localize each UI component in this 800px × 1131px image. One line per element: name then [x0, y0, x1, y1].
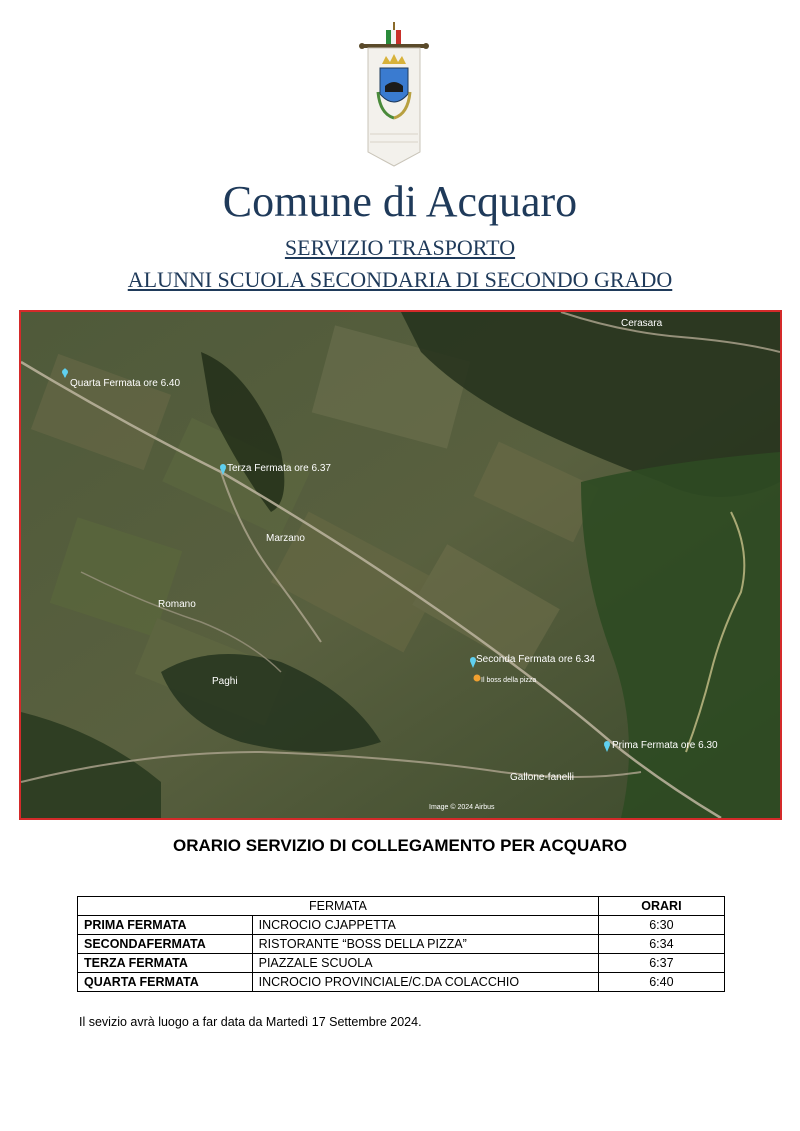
stop-name: SECONDAFERMATA [78, 935, 253, 954]
municipal-banner-emblem [358, 22, 430, 168]
restaurant-pin-icon [474, 675, 481, 682]
stop-time: 6:34 [598, 935, 724, 954]
stop-name: TERZA FERMATA [78, 954, 253, 973]
page-title: Comune di Acquaro [222, 177, 578, 226]
col-orari-header: ORARI [598, 897, 724, 916]
map-label-cerasara: Cerasara [621, 318, 663, 329]
map-label-paghi: Paghi [212, 676, 238, 687]
stop-label-seconda: Seconda Fermata ore 6.34 [476, 654, 595, 665]
students-subtitle: ALUNNI SCUOLA SECONDARIA DI SECONDO GRADO [127, 267, 673, 292]
table-row [78, 954, 725, 973]
service-start-note: Il sevizio avrà luogo a far data da Martedì 17 Settembre 2024. [79, 1015, 422, 1029]
table-row [78, 935, 725, 954]
table-row [78, 973, 725, 992]
stop-label-terza: Terza Fermata ore 6.37 [227, 463, 331, 474]
stop-place: INCROCIO CJAPPETTA [252, 916, 598, 935]
stop-time: 6:40 [598, 973, 724, 992]
stop-name: QUARTA FERMATA [78, 973, 253, 992]
stop-place: INCROCIO PROVINCIALE/C.DA COLACCHIO [252, 973, 598, 992]
schedule-title: ORARIO SERVIZIO DI COLLEGAMENTO PER ACQUARO [173, 836, 627, 855]
stop-time: 6:30 [598, 916, 724, 935]
stop-place: PIAZZALE SCUOLA [252, 954, 598, 973]
schedule-table [77, 896, 725, 992]
map-label-marzano: Marzano [266, 533, 305, 544]
stop-place: RISTORANTE “BOSS DELLA PIZZA” [252, 935, 598, 954]
table-row [78, 916, 725, 935]
col-fermata-header: FERMATA [78, 897, 599, 916]
map-label-pizza: Il boss della pizza [481, 677, 537, 684]
stop-time: 6:37 [598, 954, 724, 973]
stop-name: PRIMA FERMATA [78, 916, 253, 935]
stop-label-quarta: Quarta Fermata ore 6.40 [70, 378, 181, 389]
map-label-gallone: Gallone-fanelli [510, 772, 574, 783]
satellite-map [19, 310, 782, 820]
service-subtitle: SERVIZIO TRASPORTO [284, 235, 516, 260]
table-header-row [78, 897, 725, 916]
map-credit: Image © 2024 Airbus [429, 804, 495, 811]
stop-label-prima: Prima Fermata ore 6.30 [612, 740, 718, 751]
map-label-romano: Romano [158, 599, 196, 610]
